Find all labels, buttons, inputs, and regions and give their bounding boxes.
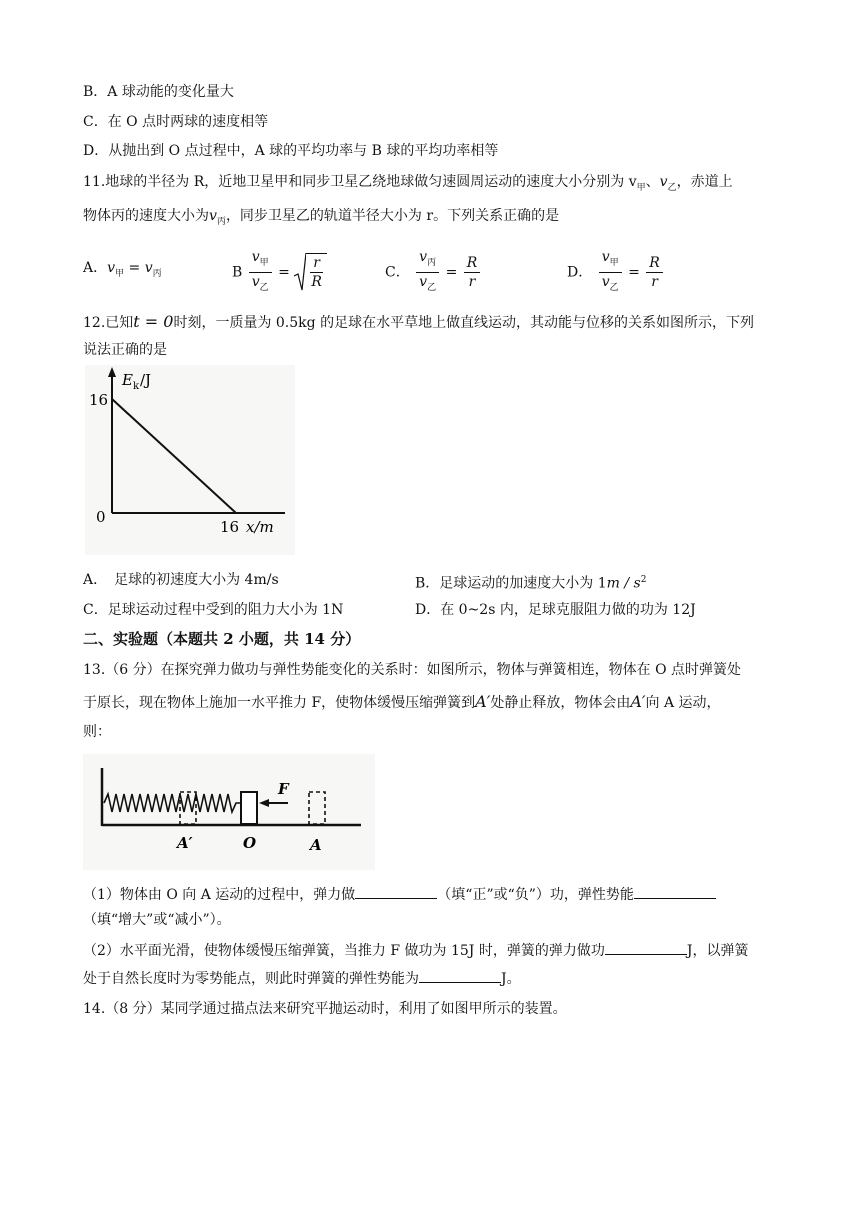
q11-stem-line1: 11.地球的半径为 R，近地卫星甲和同步卫星乙绕地球做匀速圆周运动的速度大小分别为 $v_甲$、$v_乙$，赤道上 [83, 174, 733, 193]
svg-text:/J: /J [140, 371, 152, 389]
answer-blank-3[interactable] [605, 940, 687, 955]
q13-stem-line2: 于原长，现在物体上施加一水平推力 F，使物体缓慢压缩弹簧到A′处静止释放，物体会由A′向 A 运动， [83, 692, 721, 711]
origin-label: 0 [96, 508, 106, 526]
spring [104, 794, 241, 812]
q13-stem-line3: 则： [83, 724, 111, 740]
q13-part2-line2: 处于自然长度时为零势能点，则此时弹簧的弹性势能为 J。 [83, 968, 521, 989]
force-label: F [278, 780, 289, 798]
q13-part2-line1: （2）水平面光滑，使物体缓慢压缩弹簧，当推力 F 做功为 15J 时，弹簧的弹力做功 J，以弹簧 [83, 940, 748, 961]
label-a-prime: A′ [177, 834, 193, 852]
svg-text:E: E [122, 371, 133, 389]
q14-stem: 14.（8 分）某同学通过描点法来研究平抛运动时，利用了如图甲所示的装置。 [83, 1001, 567, 1017]
sqrt-symbol: $\frac{r}{R}$ [294, 252, 327, 292]
q10-option-d: D．从抛出到 O 点过程中，A 球的平均功率与 B 球的平均功率相等 [83, 143, 499, 159]
q12-option-c: C．足球运动过程中受到的阻力大小为 1N [83, 602, 344, 618]
q10-option-b: B．A 球动能的变化量大 [83, 84, 234, 100]
q11-option-c: C． $\frac{v_丙}{v_乙}$ = $\frac{R}{r}$ [385, 248, 482, 297]
ek-x-graph [85, 365, 295, 555]
q12-option-a: A． 足球的初速度大小为 4m/s [83, 572, 279, 588]
q10-option-c: C．在 O 点时两球的速度相等 [83, 114, 269, 130]
block-position-a [309, 792, 325, 824]
q12-option-b: B．足球运动的加速度大小为 $1m / s^2$ [415, 575, 647, 592]
q11-stem-line2: 物体丙的速度大小为$v_丙$，同步卫星乙的轨道半径大小为 r。下列关系正确的是 [83, 208, 560, 227]
q11-option-a: A．$v_甲 = v_丙$ [83, 260, 162, 279]
q12-stem-line1: 12.已知t = 0时刻，一质量为 0.5kg 的足球在水平草地上做直线运动，其动能与位移的关系如图所示，下列 [83, 312, 755, 331]
q13-stem-line1: 13.（6 分）在探究弹力做功与弹性势能变化的关系时：如图所示，物体与弹簧相连，物体在 O 点时弹簧处 [83, 662, 741, 678]
answer-blank-4[interactable] [419, 968, 501, 983]
answer-blank-2[interactable] [634, 884, 716, 899]
q12-stem-line2: 说法正确的是 [83, 342, 167, 358]
x-tick-16: 16 [220, 518, 240, 536]
block [241, 792, 257, 824]
y-tick-16: 16 [89, 391, 109, 409]
q11-option-d: D． $\frac{v_甲}{v_乙}$ = $\frac{R}{r}$ [567, 248, 665, 297]
q12-option-d: D．在 0~2s 内，足球克服阻力做的功为 12J [415, 602, 696, 618]
svg-text:k: k [133, 381, 140, 392]
q13-part1-line1: （1）物体由 O 向 A 运动的过程中，弹力做 （填“正”或“负”）功，弹性势能 [83, 884, 716, 905]
section-2-title: 二、实验题（本题共 2 小题，共 14 分） [83, 630, 361, 648]
label-o: O [243, 834, 257, 852]
spring-block-figure [83, 754, 375, 870]
x-axis-label: x/m [246, 518, 274, 536]
q11-option-b: B $\frac{v_甲}{v_乙}$ = $\frac{r}{R}$ [232, 248, 327, 297]
answer-blank-1[interactable] [355, 884, 437, 899]
y-axis-label [121, 371, 151, 392]
q13-part1-line2: （填“增大”或“减小”）。 [83, 912, 231, 928]
label-a: A [310, 836, 322, 854]
